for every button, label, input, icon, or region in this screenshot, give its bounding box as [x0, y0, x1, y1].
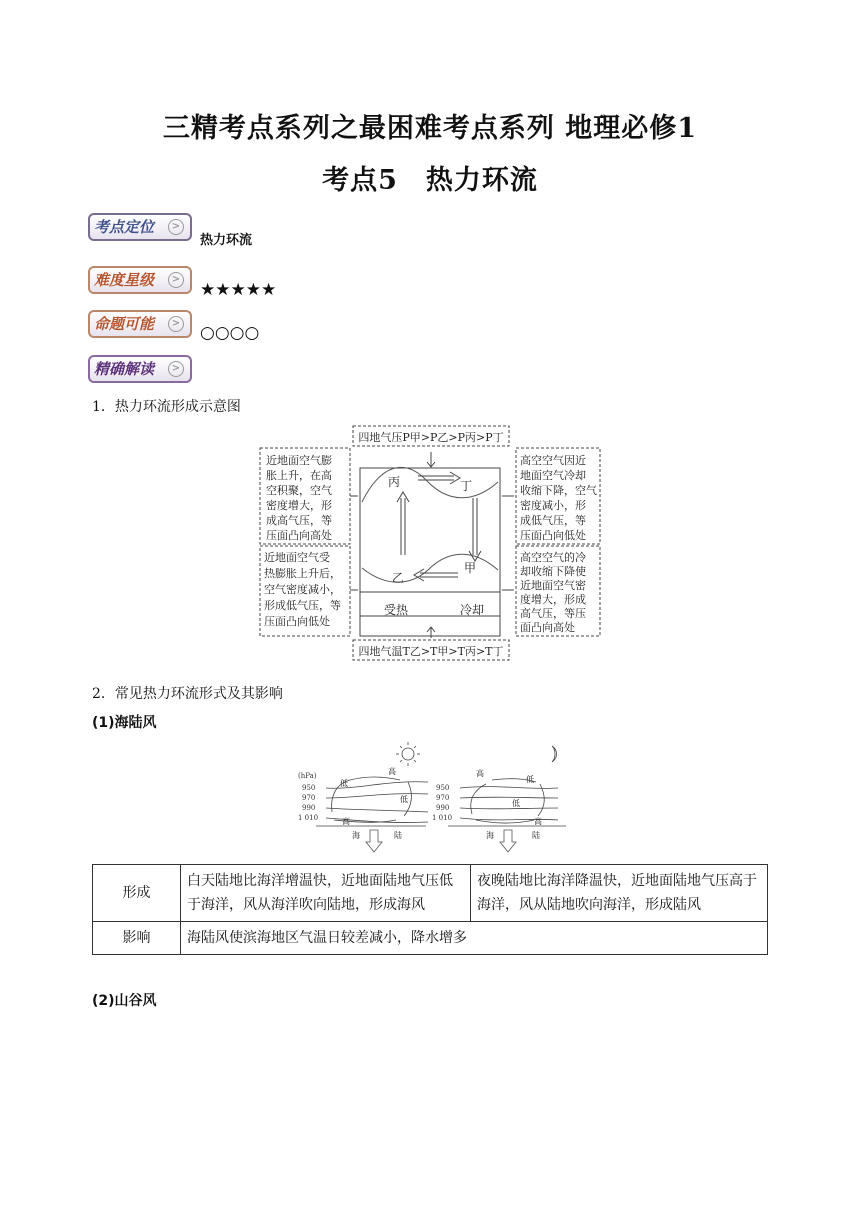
left-top-note [266, 453, 332, 542]
badge-probability [88, 310, 192, 338]
svg-text:压面凸向低处: 压面凸向低处 [520, 529, 586, 542]
arrow-circle-icon: > [168, 361, 184, 377]
svg-text:低: 低 [340, 779, 348, 788]
cell-night-formation: 夜晚陆地比海洋降温快，近地面陆地气压高于海洋，风从陆地吹向海洋，形成陆风 [471, 865, 768, 922]
svg-text:低: 低 [400, 795, 408, 804]
svg-text:空气密度减小，: 空气密度减小， [264, 583, 341, 596]
svg-text:陆: 陆 [394, 831, 402, 840]
cell-day-formation: 白天陆地比海洋增温快，近地面陆地气压低于海洋，风从海洋吹向陆地，形成海风 [181, 865, 471, 922]
table-row [93, 865, 768, 922]
svg-text:热膨胀上升后，: 热膨胀上升后， [264, 567, 341, 580]
svg-text:陆: 陆 [532, 831, 540, 840]
svg-text:密度增大，形: 密度增大，形 [266, 499, 332, 512]
svg-text:近地面空气膨: 近地面空气膨 [266, 454, 332, 467]
night-arrow-icon [500, 830, 516, 852]
cell-impact: 海陆风使滨海地区气温日较差减小，降水增多 [181, 922, 768, 955]
section2-heading: 2．常见热力环流形式及其影响 [92, 686, 283, 702]
sun-icon [402, 748, 414, 760]
point-bing: 丙 [388, 475, 401, 489]
svg-text:收缩下降，空气: 收缩下降，空气 [520, 484, 597, 497]
svg-text:高气压，等压: 高气压，等压 [520, 607, 586, 620]
svg-text:压面凸向高处: 压面凸向高处 [266, 529, 332, 542]
svg-text:地面空气冷却: 地面空气冷却 [520, 469, 586, 482]
badge-label: 难度星级 [94, 271, 155, 289]
arrow-circle-icon: > [168, 219, 184, 235]
point-ding: 丁 [460, 479, 473, 493]
svg-text:990: 990 [302, 804, 316, 812]
table-row [93, 922, 768, 955]
svg-text:海: 海 [486, 831, 494, 840]
svg-text:高: 高 [342, 817, 350, 826]
document-title: 三精考点系列之最困难考点系列 地理必修1 [162, 113, 698, 144]
row-label-impact: 影响 [93, 922, 181, 955]
badge-kaodian [88, 213, 192, 241]
point-yi: 乙 [392, 571, 405, 585]
section1-heading: 1．热力环流形成示意图 [92, 399, 241, 415]
svg-text:近地面空气受: 近地面空气受 [264, 551, 330, 564]
badge-label: 命题可能 [94, 315, 155, 333]
svg-text:低: 低 [526, 775, 534, 784]
arrow-circle-icon: > [168, 272, 184, 288]
svg-text:形成低气压，等: 形成低气压，等 [264, 599, 341, 612]
svg-text:高空空气因近: 高空空气因近 [520, 454, 586, 467]
badge-value-topic: 热力环流 [200, 233, 253, 248]
svg-text:1 010: 1 010 [432, 814, 453, 822]
temperature-label: 四地气温T乙>T甲>T丙>T丁 [358, 645, 504, 658]
moon-icon [552, 746, 557, 762]
heated-label: 受热 [384, 603, 409, 617]
svg-text:970: 970 [436, 794, 450, 802]
cooled-label: 冷却 [460, 603, 485, 617]
badge-label: 精确解读 [94, 360, 155, 378]
badge-interpretation [88, 355, 192, 383]
pressure-label: 四地气压P甲>P乙>P丙>P丁 [358, 431, 504, 444]
sea-land-breeze-diagram [296, 740, 576, 858]
left-bottom-note [264, 550, 341, 628]
svg-text:近地面空气密: 近地面空气密 [520, 579, 586, 592]
sea-land-breeze-heading: (1)海陆风 [92, 715, 157, 731]
probability-circles: ○○○○ [200, 323, 260, 343]
svg-text:空积聚，空气: 空积聚，空气 [266, 484, 332, 497]
svg-text:却收缩下降使: 却收缩下降使 [520, 565, 586, 578]
sea-land-breeze-table [92, 864, 768, 955]
difficulty-stars: ★★★★★ [200, 280, 277, 300]
day-arrow-icon [366, 830, 382, 852]
svg-text:高: 高 [388, 767, 396, 776]
svg-text:950: 950 [302, 784, 316, 792]
thermal-circulation-diagram [258, 420, 604, 664]
svg-text:度增大，形成: 度增大，形成 [520, 593, 586, 606]
svg-text:高: 高 [476, 769, 484, 778]
svg-text:1 010: 1 010 [298, 814, 319, 822]
svg-text:990: 990 [436, 804, 450, 812]
badge-difficulty [88, 266, 192, 294]
point-jia: 甲 [464, 561, 477, 575]
badge-label: 考点定位 [94, 218, 155, 236]
svg-text:胀上升，在高: 胀上升，在高 [266, 469, 332, 482]
svg-text:(hPa): (hPa) [298, 772, 317, 780]
svg-text:高空空气的冷: 高空空气的冷 [520, 551, 586, 564]
svg-text:成高气压，等: 成高气压，等 [266, 514, 332, 527]
svg-text:970: 970 [302, 794, 316, 802]
row-label-formation: 形成 [93, 865, 181, 922]
right-bottom-note [520, 550, 586, 634]
svg-text:压面凸向低处: 压面凸向低处 [264, 615, 330, 628]
svg-text:成低气压，等: 成低气压，等 [520, 514, 586, 527]
svg-text:面凸向高处: 面凸向高处 [520, 621, 575, 634]
svg-text:海: 海 [352, 831, 360, 840]
svg-text:密度减小，形: 密度减小，形 [520, 499, 586, 512]
svg-text:高: 高 [534, 817, 542, 826]
document-subtitle: 考点5 热力环流 [322, 165, 538, 196]
right-top-note [520, 453, 597, 542]
arrow-circle-icon: > [168, 316, 184, 332]
svg-text:950: 950 [436, 784, 450, 792]
svg-text:低: 低 [512, 799, 520, 808]
mountain-valley-breeze-heading: (2)山谷风 [92, 993, 157, 1009]
